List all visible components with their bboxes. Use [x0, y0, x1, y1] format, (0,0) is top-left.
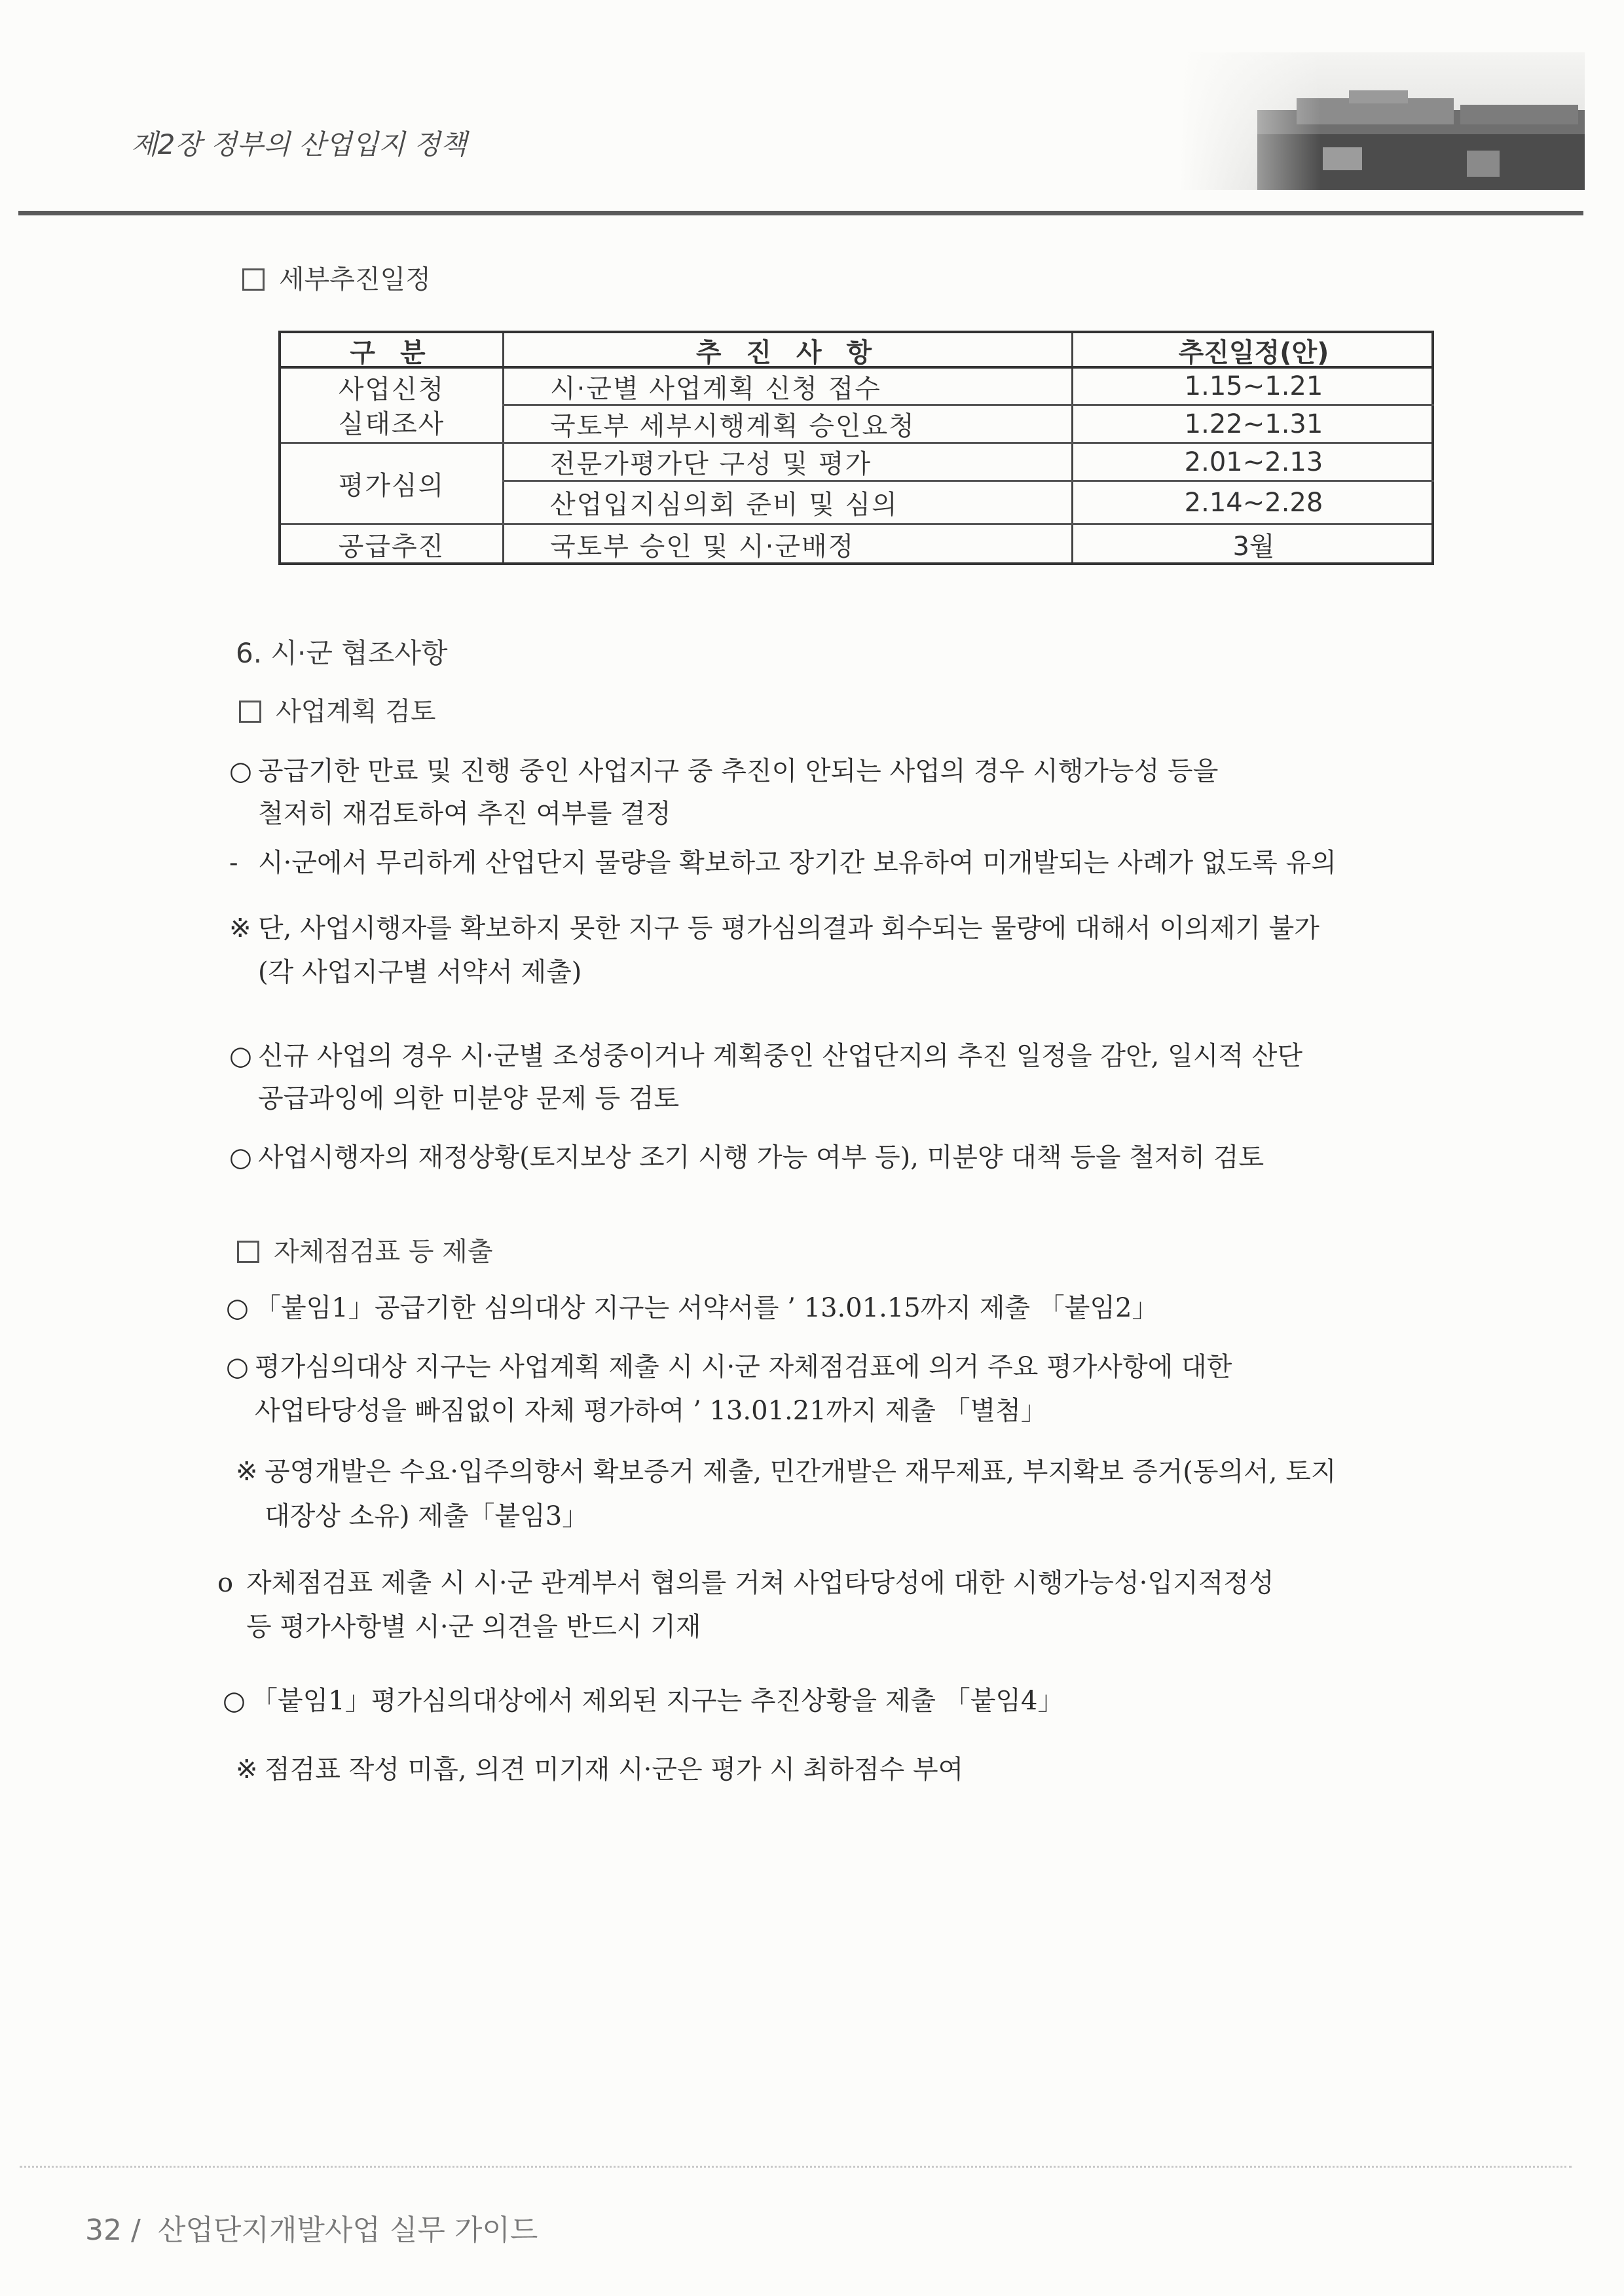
table-cell-date: 2.14~2.28 — [1184, 487, 1323, 518]
table-cell-item: 시·군별 사업계획 신청 접수 — [550, 373, 881, 404]
header-item: 추 진 사 항 — [695, 337, 880, 368]
submission-line: 사업타당성을 빠짐없이 자체 평가하여 ’ 13.01.21까지 제출 「별첨」 — [255, 1396, 1047, 1426]
section-6-title: 6. 시·군 협조사항 — [236, 637, 448, 669]
checkbox-icon — [239, 701, 261, 723]
submission-title: 자체점검표 등 제출 — [274, 1237, 493, 1267]
category-cell: 공급추진 — [338, 531, 445, 562]
table-cell-item: 국토부 승인 및 시·군배정 — [550, 531, 855, 562]
review-line: ※ 단, 사업시행자를 확보하지 못한 지구 등 평가심의결과 회수되는 물량에 대해서 이의제기 불가 — [229, 913, 1320, 943]
table-cell-item: 국토부 세부시행계획 승인요청 — [550, 411, 915, 441]
category-cell: 사업신청 — [338, 374, 445, 405]
submission-heading — [237, 1231, 493, 1268]
checkbox-icon — [237, 1241, 259, 1263]
table-cell-date: 1.15~1.21 — [1184, 371, 1323, 401]
schedule-title: 세부추진일정 — [279, 264, 431, 295]
review-line: - 시·군에서 무리하게 산업단지 물량을 확보하고 장기간 보유하여 미개발되는 사례가 없도록 유의 — [229, 848, 1337, 878]
review-line: ○ 사업시행자의 재정상황(토지보상 조기 시행 가능 여부 등), 미분양 대책 등을 철저히 검토 — [229, 1142, 1264, 1173]
header-photo — [1179, 52, 1585, 190]
submission-line: ○ 「붙임1」공급기한 심의대상 지구는 서약서를 ’ 13.01.15까지 제출 「붙임2」 — [226, 1293, 1158, 1323]
category-cell: 실태조사 — [338, 409, 445, 439]
header-date: 추진일정(안) — [1178, 337, 1329, 368]
schedule-table — [278, 331, 1434, 565]
category-cell: 평가심의 — [338, 470, 445, 501]
review-line: (각 사업지구별 서약서 제출) — [258, 957, 582, 987]
review-heading — [239, 691, 436, 728]
review-title: 사업계획 검토 — [276, 697, 436, 727]
footer-divider — [20, 2166, 1572, 2168]
review-line: ○ 신규 사업의 경우 시·군별 조성중이거나 계획중인 산업단지의 추진 일정을 감안, 일시적 산단 — [229, 1041, 1302, 1071]
review-line: 철저히 재검토하여 추진 여부를 결정 — [258, 799, 671, 829]
submission-line: ○ 「붙임1」평가심의대상에서 제외된 지구는 추진상황을 제출 「붙임4」 — [223, 1686, 1064, 1716]
page-number: 32 / — [85, 2214, 141, 2247]
page-footer — [85, 2206, 538, 2248]
submission-line: 등 평가사항별 시·군 의견을 반드시 기재 — [246, 1612, 701, 1642]
schedule-heading — [242, 259, 431, 296]
review-line: 공급과잉에 의한 미분양 문제 등 검토 — [258, 1084, 680, 1114]
table-cell-date: 3월 — [1232, 531, 1275, 562]
submission-line: ※ 점검표 작성 미흡, 의견 미기재 시·군은 평가 시 최하점수 부여 — [236, 1755, 964, 1785]
review-line: ○ 공급기한 만료 및 진행 중인 사업지구 중 추진이 안되는 사업의 경우 시행가능성 등을 — [229, 756, 1219, 786]
header-category: 구 분 — [350, 337, 434, 368]
submission-line: ○ 평가심의대상 지구는 사업계획 제출 시 시·군 자체점검표에 의거 주요 평가사항에 대한 — [226, 1352, 1232, 1382]
submission-line: 대장상 소유) 제출「붙임3」 — [265, 1501, 589, 1531]
submission-line: ※ 공영개발은 수요·입주의향서 확보증거 제출, 민간개발은 재무제표, 부지확보 증거(동의서, 토지 — [236, 1457, 1337, 1487]
book-title: 산업단지개발사업 실무 가이드 — [157, 2214, 538, 2247]
table-cell-date: 2.01~2.13 — [1184, 446, 1323, 477]
chapter-title: 제2장 정부의 산업입지 정책 — [131, 128, 468, 160]
table-cell-item: 산업입지심의회 준비 및 심의 — [550, 490, 898, 520]
checkbox-icon — [242, 268, 265, 291]
table-cell-date: 1.22~1.31 — [1184, 409, 1323, 439]
table-cell-item: 전문가평가단 구성 및 평가 — [550, 449, 872, 479]
header-divider — [18, 211, 1583, 215]
submission-line: o 자체점검표 제출 시 시·군 관계부서 협의를 거쳐 사업타당성에 대한 시행가능성·입지적정성 — [217, 1568, 1274, 1598]
